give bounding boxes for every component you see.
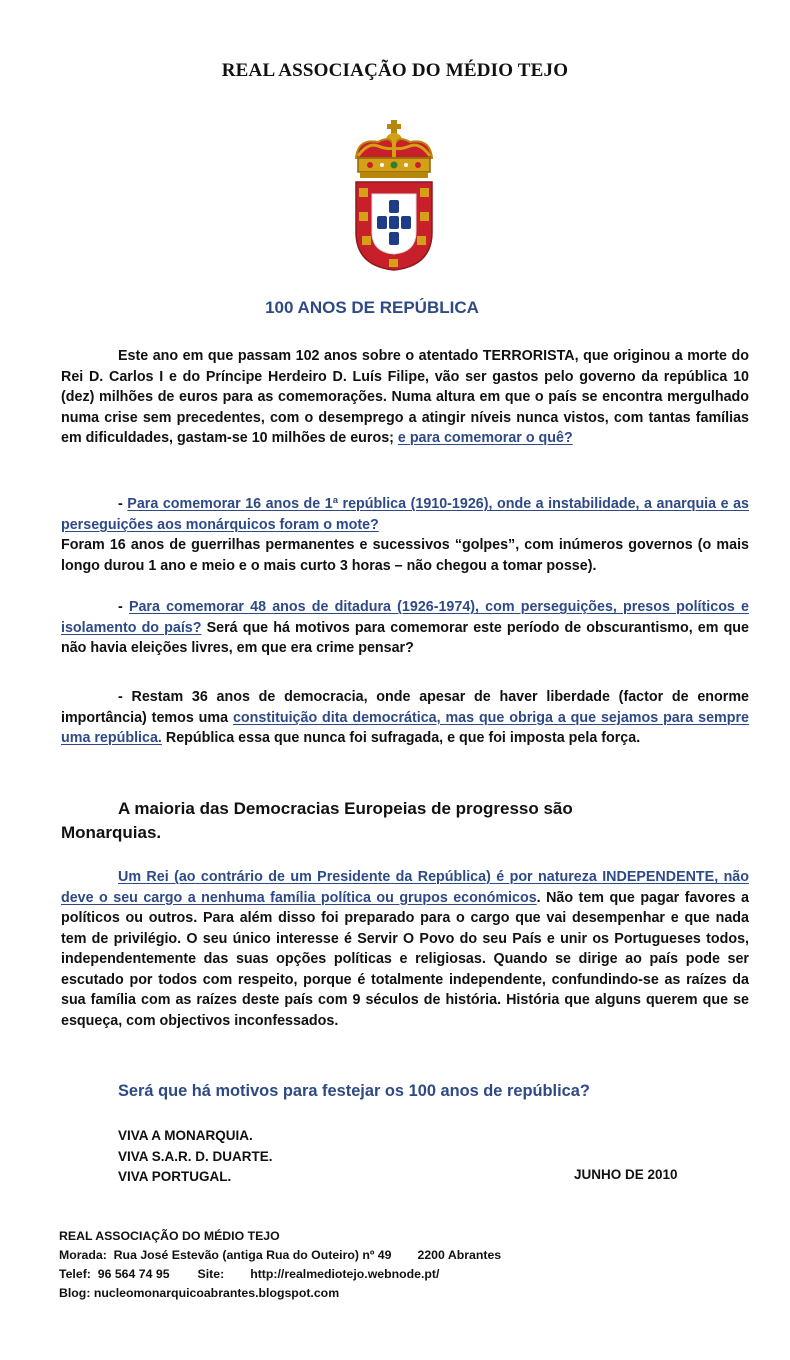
- closing-slogans: [118, 1126, 273, 1188]
- dictatorship-text: Será que há motivos para comemorar este período de obscurantismo, em que não havia eleições livres, em que era crime pensar?: [61, 619, 749, 656]
- dash: -: [118, 599, 129, 615]
- paragraph-first-republic: [61, 494, 749, 576]
- slogan-line: VIVA S.A.R. D. DUARTE.: [118, 1148, 273, 1164]
- document-date: JUNHO DE 2010: [574, 1167, 678, 1182]
- royal-crest-icon: [348, 120, 440, 272]
- intro-text: Este ano em que passam 102 anos sobre o atentado TERRORISTA, que originou a morte do Rei D. Carlos I e do Príncipe Herdeiro D. Luís Filipe, vão ser gastos pelo governo da república 10 (dez) milhões de euros para as comemorações. Numa altura em que o país se encontra mergulhado numa crise sem precedentes, com o desemprego a atingir níveis nunca vistos, com tantas famílias em dificuldades, gastam-se 10 milhões de euros;: [61, 348, 749, 446]
- paragraph-intro: [61, 346, 749, 449]
- postal-code: 2200 Abrantes: [417, 1248, 502, 1262]
- statement-line-2: Monarquias.: [61, 823, 162, 842]
- address: Rua José Estevão (antiga Rua do Outeiro) nº 49: [113, 1248, 392, 1262]
- footer-blog-line: [59, 1284, 501, 1303]
- document-title: REAL ASSOCIAÇÃO DO MÉDIO TEJO: [221, 60, 569, 81]
- site-url: http://realmediotejo.webnode.pt/: [250, 1267, 440, 1281]
- statement-line-1: A maioria das Democracias Europeias de progresso são: [118, 799, 573, 818]
- paragraph-democracy: [61, 687, 749, 749]
- paragraph-dictatorship: [61, 597, 749, 659]
- first-republic-text: Foram 16 anos de guerrilhas permanentes e sucessivos “golpes”, com inúmeros governos (o mais longo durou 1 ano e meio e o mais curto 3 horas – não chegou a tomar posse).: [61, 537, 749, 574]
- address-label: Morada:: [59, 1248, 107, 1262]
- democracy-text-b: República essa que nunca foi sufragada, e que foi imposta pela força.: [161, 730, 641, 746]
- phone-label: Telef:: [59, 1267, 91, 1281]
- footer-org: REAL ASSOCIAÇÃO DO MÉDIO TEJO: [59, 1229, 280, 1243]
- dash: -: [118, 496, 128, 512]
- constitution-link: constituição dita democrática, mas que obriga a que sejamos para sempre uma república.: [61, 709, 750, 746]
- democracy-text-a: - Restam 36 anos de democracia, onde apesar de haver liberdade (factor de enorme importância) temos uma: [61, 689, 749, 726]
- site-label: Site:: [197, 1267, 225, 1281]
- footer-phone-line: [59, 1265, 501, 1284]
- intro-question-link: e para comemorar o quê?: [397, 430, 573, 446]
- blog-label: Blog:: [59, 1286, 91, 1300]
- closing-question: Será que há motivos para festejar os 100 anos de república?: [118, 1082, 590, 1100]
- king-independent-link: Um Rei (ao contrário de um Presidente da República) é por natureza INDEPENDENTE, não deve o seu cargo a nenhuma família política ou grupos económicos: [61, 869, 749, 906]
- dictatorship-question: Para comemorar 48 anos de ditadura (1926-1974), com perseguições, presos políticos e isolamento do país?: [61, 599, 750, 636]
- king-text: . Não tem que pagar favores a políticos ou outros. Para além disso foi preparado para o cargo que vai desempenhar e que nada tem de privilégio. O seu único interesse é Servir O Povo do seu País e unir os Portugueses todos, independentemente das suas opções políticas e religiosas. Quando se dirige ao país pode ser escutado por todos com respeito, porque é totalmente independente, confundindo-se as raízes da sua família com as raízes deste país com 9 séculos de história. História que alguns querem que se esqueça, com objectivos inconfessados.: [61, 889, 749, 1029]
- first-republic-question: Para comemorar 16 anos de 1ª república (1910-1926), onde a instabilidade, a anarquia e as perseguições aos monárquicos foram o mote?: [61, 496, 750, 533]
- blog-url: nucleomonarquicoabrantes.blogspot.com: [93, 1286, 340, 1300]
- paragraph-king: [61, 867, 749, 1031]
- monarchies-statement: [61, 797, 748, 845]
- footer-contact: [59, 1227, 501, 1303]
- footer-address-line: [59, 1246, 501, 1265]
- slogan-line: VIVA A MONARQUIA.: [118, 1128, 253, 1143]
- subtitle: 100 ANOS DE REPÚBLICA: [265, 298, 479, 317]
- phone: 96 564 74 95: [97, 1267, 170, 1281]
- slogan-line: VIVA PORTUGAL.: [118, 1169, 232, 1184]
